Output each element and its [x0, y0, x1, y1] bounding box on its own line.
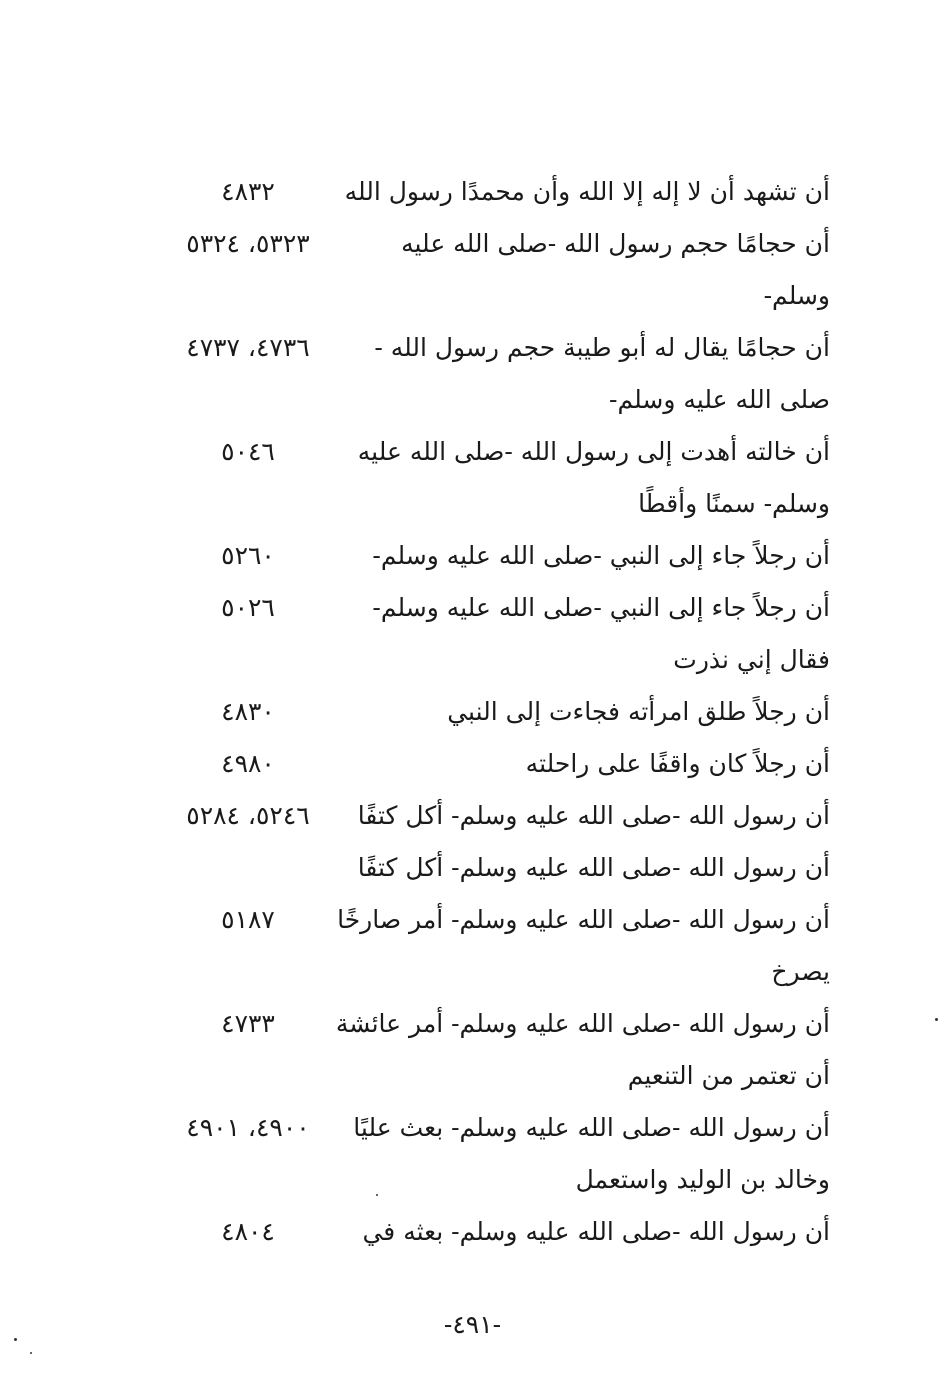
entry-references: ٤٩٠٠، ٤٩٠١ [186, 1113, 310, 1142]
index-entry [150, 1102, 830, 1154]
entry-references: ٤٧٣٦، ٤٧٣٧ [186, 333, 310, 362]
entry-text: أن رجلاً طلق امرأته فجاءت إلى النبي [447, 697, 830, 726]
entry-text: صلى الله عليه وسلم- [609, 385, 830, 414]
index-entry [150, 634, 830, 686]
index-entry [150, 738, 830, 790]
index-entry [150, 166, 830, 218]
index-entry [150, 530, 830, 582]
entry-text: أن تشهد أن لا إله إلا الله وأن محمدًا رسول الله [344, 177, 830, 206]
index-entry [150, 790, 830, 842]
index-entry [150, 686, 830, 738]
entry-text: وسلم- سمنًا وأقطًا [638, 489, 830, 518]
index-entry [150, 322, 830, 374]
entry-references: ٤٨٠٤ [221, 1217, 275, 1246]
entry-text: أن رسول الله -صلى الله عليه وسلم- بعثه في [362, 1217, 830, 1246]
entry-references: ٥٠٢٦ [221, 593, 275, 622]
entry-text: أن رسول الله -صلى الله عليه وسلم- بعث عليًا [353, 1113, 830, 1142]
entry-text: أن رسول الله -صلى الله عليه وسلم- أكل كتفًا [357, 801, 830, 830]
entry-references: ٤٨٣٢ [221, 177, 275, 206]
entry-text: أن رسول الله -صلى الله عليه وسلم- أمر عائشة [335, 1009, 830, 1038]
index-entry [150, 218, 830, 270]
page-number: -٤٩١- [443, 1310, 502, 1339]
entry-references: ٥٢٦٠ [221, 541, 275, 570]
hadith-index-list [150, 166, 830, 1258]
entry-text: أن رجلاً جاء إلى النبي -صلى الله عليه وسلم- [372, 541, 830, 570]
entry-text: يصرخ [771, 957, 830, 986]
entry-references: ٥٢٤٦، ٥٢٨٤ [186, 801, 310, 830]
index-entry [150, 894, 830, 946]
entry-text: أن رسول الله -صلى الله عليه وسلم- أمر صارخًا [337, 905, 830, 934]
entry-references: ٥١٨٧ [221, 905, 275, 934]
entry-text: أن رسول الله -صلى الله عليه وسلم- أكل كتفًا [357, 853, 830, 882]
index-entry [150, 998, 830, 1050]
index-entry [150, 374, 830, 426]
entry-text: أن حجامًا حجم رسول الله -صلى الله عليه [401, 229, 830, 258]
index-entry [150, 426, 830, 478]
entry-text: فقال إني نذرت [673, 645, 830, 674]
index-entry [150, 1050, 830, 1102]
entry-text: وخالد بن الوليد واستعمل [575, 1165, 830, 1194]
entry-references: ٥٠٤٦ [221, 437, 275, 466]
index-entry [150, 478, 830, 530]
entry-references: ٤٧٣٣ [221, 1009, 275, 1038]
index-entry [150, 1206, 830, 1258]
entry-text: أن خالته أهدت إلى رسول الله -صلى الله عليه [357, 437, 830, 466]
index-entry [150, 842, 830, 894]
entry-references: ٤٨٣٠ [221, 697, 275, 726]
index-entry [150, 582, 830, 634]
index-entry [150, 946, 830, 998]
entry-text: أن تعتمر من التنعيم [627, 1061, 830, 1090]
entry-references: ٥٣٢٣، ٥٣٢٤ [186, 229, 310, 258]
index-entry [150, 270, 830, 322]
entry-text: أن رجلاً جاء إلى النبي -صلى الله عليه وسلم- [372, 593, 830, 622]
scan-speck [14, 1338, 17, 1341]
scan-speck [30, 1352, 32, 1354]
entry-text: أن حجامًا يقال له أبو طيبة حجم رسول الله - [374, 333, 830, 362]
scan-speck [935, 1018, 938, 1021]
entry-references: ٤٩٨٠ [221, 749, 275, 778]
scan-speck [376, 1194, 378, 1196]
index-entry [150, 1154, 830, 1206]
entry-text: وسلم- [763, 281, 830, 310]
entry-text: أن رجلاً كان واقفًا على راحلته [525, 749, 830, 778]
